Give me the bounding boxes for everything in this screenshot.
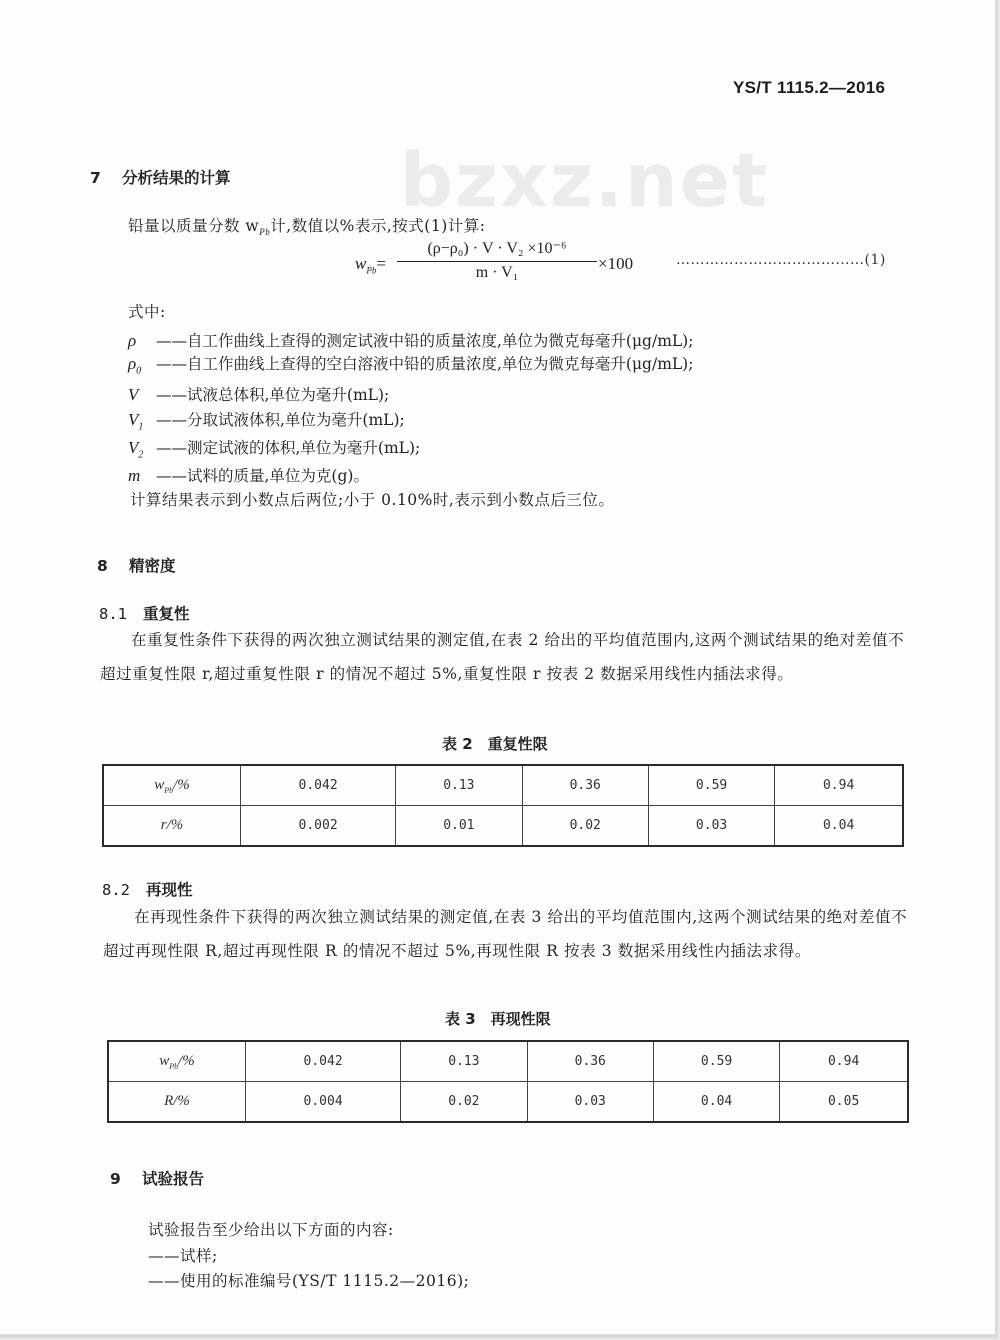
standard-code: YS/T 1115.2—2016 [733,78,886,97]
report-item: ——试样; [148,1247,218,1265]
report-intro: 试验报告至少给出以下方面的内容: [148,1221,394,1239]
subsection-title: 再现性 [146,881,193,899]
row-header: r/% [103,806,241,847]
equation-number [676,252,886,268]
table-cell: 0.004 [246,1082,401,1123]
table-row [108,1041,908,1082]
variable-definition: ρ ——自工作曲线上查得的测定试液中铅的质量浓度,单位为微克每毫升(μg/mL); [128,331,694,350]
section-9-heading [110,1167,204,1189]
table-cell: 0.36 [527,1041,653,1082]
table-3-reproducibility [107,1040,909,1123]
table-cell: 0.13 [396,765,522,806]
rounding-note: 计算结果表示到小数点后两位;小于 0.10%时,表示到小数点后三位。 [130,491,615,509]
table-cell: 0.59 [648,765,774,806]
table-cell: 0.03 [527,1082,653,1123]
watermark: bzxz.net [400,138,770,224]
variable-definition: V ——试液总体积,单位为毫升(mL); [128,385,390,404]
subsection-title: 重复性 [143,605,190,623]
table-cell: 0.02 [401,1082,527,1123]
variable-definition: m ——试料的质量,单位为克(g)。 [128,466,369,485]
table-cell: 0.05 [780,1082,908,1123]
variable-definition: $V_2$ ——测定试液的体积,单位为毫升(mL); [128,438,421,461]
table-cell: 0.04 [653,1082,779,1123]
report-item: ——使用的标准编号(YS/T 1115.2—2016); [148,1272,470,1290]
formula-fraction [397,238,597,282]
section-number: 9 [110,1170,121,1188]
row-header: R/% [108,1082,246,1123]
table-row [103,806,903,847]
table-row [108,1082,908,1123]
section-8-heading [97,554,176,576]
table-cell: 0.002 [241,806,396,847]
section-title: 分析结果的计算 [122,169,231,187]
equation-label: (1) [864,252,886,268]
table-3-caption: 表 3 再现性限 [445,1010,551,1028]
formula-numerator: (ρ−ρ₀) · V · V₂ ×10⁻⁶ [397,238,597,262]
section-8-2-heading [102,878,193,900]
leader-dots: ………………………………… [676,252,865,268]
table-cell: 0.03 [648,806,774,847]
table-2-caption: 表 2 重复性限 [442,735,548,753]
section-number: 8 [97,557,108,575]
formula-denominator: m · V₁ [475,264,519,281]
table-cell: 0.59 [653,1041,779,1082]
row-header: $w_{Pb}/\%$ [108,1041,246,1082]
variable-definition: $\rho_0$ ——自工作曲线上查得的空白溶液中铅的质量浓度,单位为微克每毫升(μg/mL); [128,354,694,377]
table-cell: 0.94 [775,765,903,806]
section-title: 精密度 [129,557,176,575]
formula-multiplier: ×100 [598,254,634,273]
table-cell: 0.36 [522,765,648,806]
reproducibility-paragraph: 在再现性条件下获得的两次独立测试结果的测定值,在表 3 给出的平均值范围内,这两个测试结果的绝对差值不超过再现性限 R,超过再现性限 R 的情况不超过 5%,再现性限 R 按表 3 数据采用线性内插法求得。 [103,908,908,960]
formula-lhs: $w_{Pb}=$ [355,254,386,276]
where-label: 式中: [128,303,166,321]
repeatability-paragraph: 在重复性条件下获得的两次独立测试结果的测定值,在表 2 给出的平均值范围内,这两个测试结果的绝对差值不超过重复性限 r,超过重复性限 r 的情况不超过 5%,重复性限 r 按表 2 数据采用线性内插法求得。 [100,631,905,683]
table-cell: 0.02 [522,806,648,847]
section-title: 试验报告 [142,1170,205,1188]
table-row [103,765,903,806]
table-cell: 0.04 [775,806,903,847]
section-7-heading [90,166,231,188]
table-cell: 0.94 [780,1041,908,1082]
subsection-number: 8.2 [102,881,130,899]
subsection-number: 8.1 [99,605,127,623]
table-2-repeatability [102,764,904,847]
table-cell: 0.042 [241,765,396,806]
table-cell: 0.042 [246,1041,401,1082]
table-cell: 0.01 [396,806,522,847]
table-cell: 0.13 [401,1041,527,1082]
variable-definition: $V_1$ ——分取试液体积,单位为毫升(mL); [128,410,405,433]
row-header: $w_{Pb}/\%$ [103,765,241,806]
section-8-1-heading [99,602,190,624]
section-number: 7 [90,169,101,187]
section-7-intro: 铅量以质量分数 $w_{Pb}$计,数值以%表示,按式(1)计算: [128,217,486,238]
